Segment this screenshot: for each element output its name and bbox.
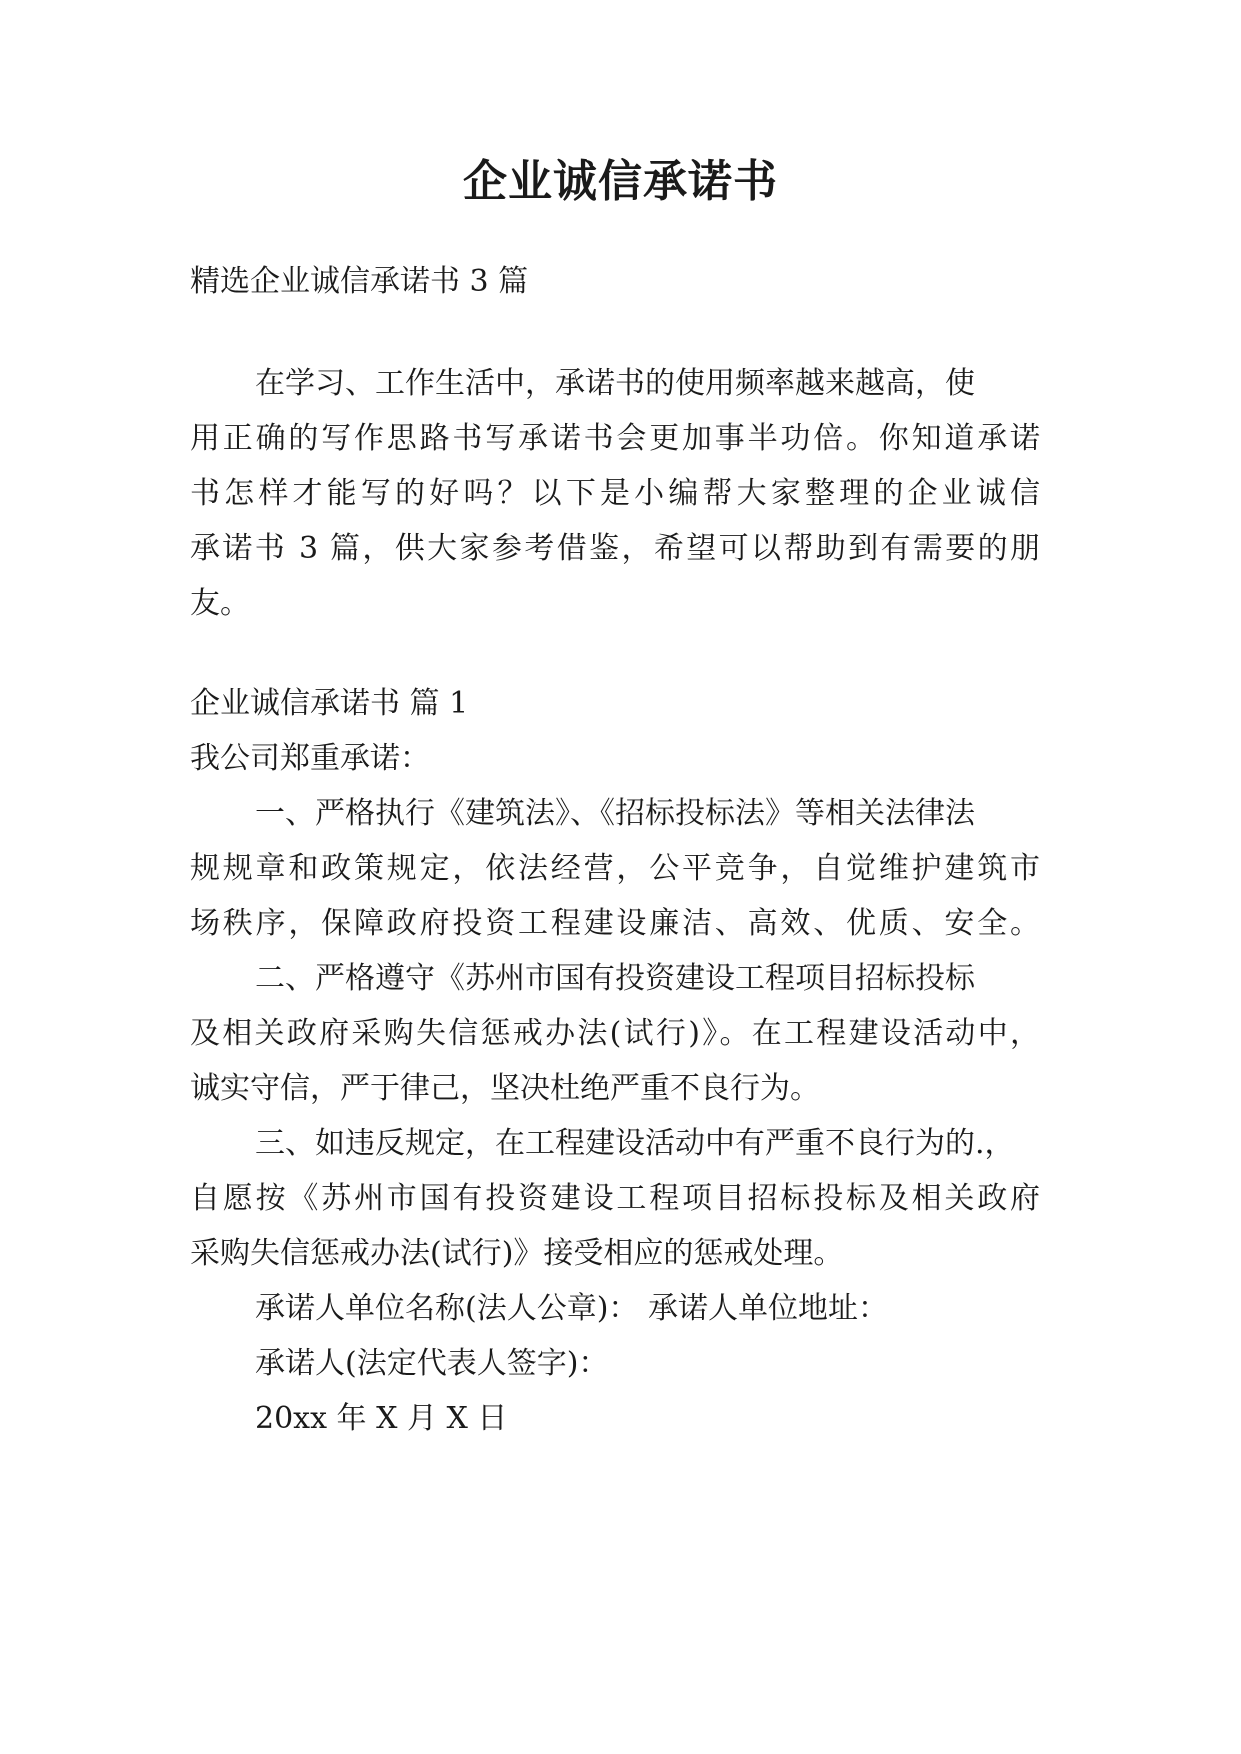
clause1-line-2: 规规章和政策规定，依法经营，公平竞争，自觉维护建筑市 (190, 851, 1040, 886)
intro-line-5: 友。 (190, 586, 250, 621)
signature-person-line: 承诺人(法定代表人签字)： (255, 1346, 609, 1381)
clause2-line-1: 二、严格遵守《苏州市国有投资建设工程项目招标投标 (255, 961, 975, 996)
clause1-line-1: 一、严格执行《建筑法》、《招标投标法》等相关法律法 (255, 796, 975, 831)
clause3-line-1: 三、如违反规定，在工程建设活动中有严重不良行为的.， (255, 1126, 1015, 1161)
document-title: 企业诚信承诺书 (463, 156, 778, 207)
section-heading: 企业诚信承诺书 篇 1 (190, 686, 469, 721)
clause2-line-3: 诚实守信，严于律己，坚决杜绝严重不良行为。 (190, 1071, 820, 1106)
document-subtitle: 精选企业诚信承诺书 3 篇 (190, 264, 529, 299)
clause3-line-2: 自愿按《苏州市国有投资建设工程项目招标投标及相关政府 (190, 1181, 1040, 1216)
intro-line-4: 承诺书 3 篇，供大家参考借鉴，希望可以帮助到有需要的朋 (190, 531, 1040, 566)
opening-line: 我公司郑重承诺： (190, 741, 430, 776)
signature-unit-line: 承诺人单位名称(法人公章)： 承诺人单位地址： (255, 1291, 888, 1326)
clause1-line-3: 场秩序，保障政府投资工程建设廉洁、高效、优质、安全。 (190, 906, 1040, 941)
intro-line-2: 用正确的写作思路书写承诺书会更加事半功倍。你知道承诺 (190, 421, 1040, 456)
signature-date: 20xx 年 X 月 X 日 (255, 1401, 508, 1436)
clause3-line-3: 采购失信惩戒办法(试行)》接受相应的惩戒处理。 (190, 1236, 844, 1271)
intro-line-1: 在学习、工作生活中，承诺书的使用频率越来越高，使 (255, 366, 975, 401)
clause2-line-2: 及相关政府采购失信惩戒办法(试行)》。在工程建设活动中， (190, 1016, 1040, 1051)
intro-line-3: 书怎样才能写的好吗？以下是小编帮大家整理的企业诚信 (190, 476, 1040, 511)
